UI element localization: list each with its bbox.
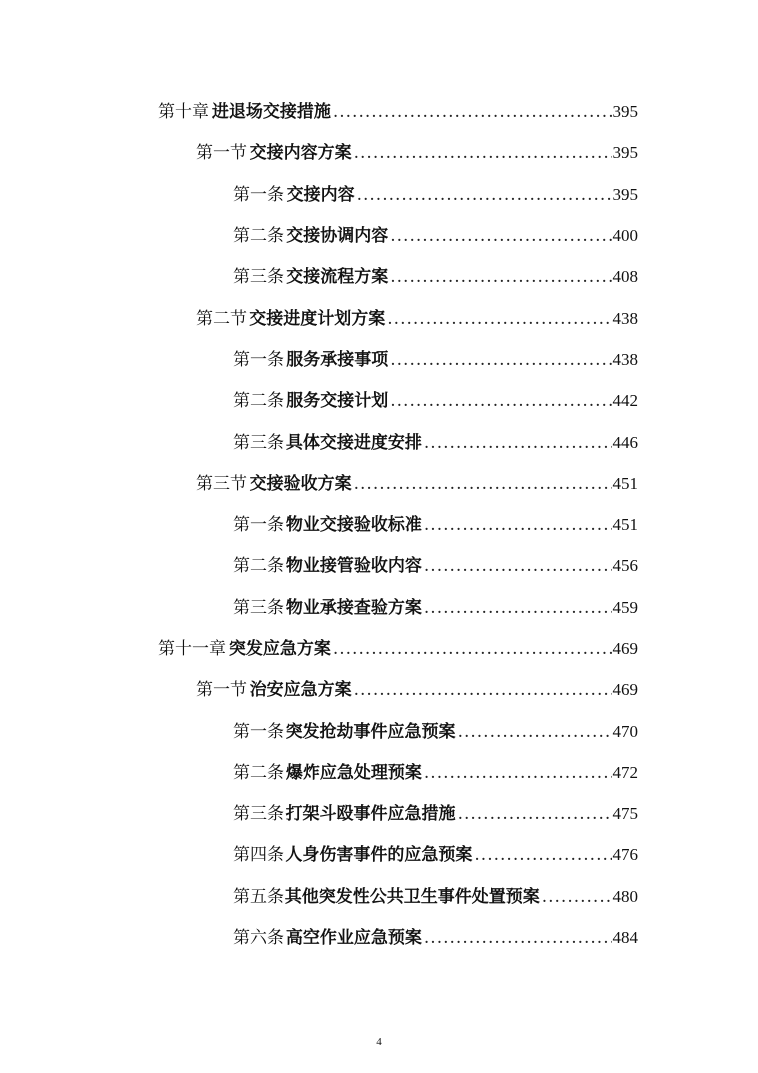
toc-entry-page: 395 — [612, 102, 638, 122]
toc-entry-line — [233, 221, 758, 246]
toc-entry-page: 438 — [612, 349, 638, 369]
toc-dot-leader — [542, 887, 612, 907]
toc-entry-number: 第三条 — [233, 597, 284, 618]
toc-entry-title: 高空作业应急预案 — [285, 928, 422, 949]
toc-entry-line — [233, 386, 758, 411]
toc-entry-number: 第二条 — [233, 556, 284, 577]
toc-entry-number: 第十章 — [158, 102, 209, 123]
toc-dot-leader — [390, 391, 611, 411]
toc-entry[interactable] — [0, 254, 758, 295]
toc-entry-page: 472 — [612, 762, 638, 782]
toc-entry-title: 物业接管验收内容 — [285, 556, 422, 577]
toc-entry-line — [233, 717, 758, 742]
toc-entry-line — [233, 758, 758, 783]
toc-entry-title: 物业交接验收标准 — [285, 515, 422, 536]
toc-entry-title: 人身伤害事件的应急预案 — [285, 845, 473, 866]
toc-entry-number: 第五条 — [233, 886, 284, 907]
toc-entry-title: 突发抢劫事件应急预案 — [285, 721, 456, 742]
toc-dot-leader — [424, 598, 612, 618]
toc-entry-line — [233, 510, 758, 535]
toc-dot-leader — [333, 102, 612, 122]
toc-entry-line — [196, 138, 758, 163]
toc-entry-number: 第六条 — [233, 928, 284, 949]
toc-entry-page: 451 — [612, 473, 638, 493]
toc-entry-title: 交接验收方案 — [249, 473, 352, 494]
toc-entry[interactable] — [0, 378, 758, 419]
toc-entry[interactable] — [0, 172, 758, 213]
toc-entry[interactable] — [0, 915, 758, 956]
toc-entry-title: 突发应急方案 — [228, 639, 331, 659]
toc-entry[interactable] — [0, 461, 758, 502]
toc-dot-leader — [458, 804, 612, 824]
toc-entry-page: 476 — [612, 845, 638, 865]
toc-dot-leader — [474, 845, 611, 865]
toc-entry-number: 第一条 — [233, 721, 284, 742]
toc-entry[interactable] — [0, 791, 758, 832]
toc-entry[interactable] — [0, 337, 758, 378]
toc-entry-page: 446 — [612, 432, 638, 452]
toc-dot-leader — [424, 433, 612, 453]
toc-entry-title: 交接流程方案 — [286, 267, 389, 288]
toc-entry-title: 具体交接进度安排 — [285, 432, 422, 453]
toc-entry-line — [233, 345, 758, 370]
toc-entry-title: 治安应急方案 — [249, 680, 352, 701]
toc-entry-title: 服务承接事项 — [286, 349, 389, 370]
toc-entry-title: 交接内容 — [286, 184, 355, 205]
toc-entry-page: 395 — [612, 184, 638, 204]
toc-entry-number: 第三条 — [233, 804, 284, 825]
toc-entry-page: 484 — [612, 928, 638, 948]
toc-entry-line — [158, 97, 758, 122]
toc-entry-page: 395 — [612, 143, 638, 163]
toc-dot-leader — [354, 143, 612, 163]
toc-entry-page: 480 — [612, 886, 638, 906]
toc-dot-leader — [357, 185, 612, 205]
toc-entry-line — [233, 551, 758, 576]
toc-entry-line — [233, 180, 758, 205]
toc-entry-page: 470 — [612, 721, 638, 741]
toc-entry-page: 408 — [612, 267, 638, 287]
toc-entry[interactable] — [0, 626, 758, 667]
toc-dot-leader — [354, 680, 612, 700]
toc-entry-number: 第三条 — [233, 267, 284, 288]
toc-entry-number: 第三条 — [233, 432, 284, 453]
toc-entry-line — [158, 634, 758, 659]
toc-entry-line — [233, 428, 758, 453]
toc-entry-title: 物业承接查验方案 — [285, 597, 422, 618]
toc-entry-number: 第二条 — [233, 762, 284, 783]
toc-entry[interactable] — [0, 502, 758, 543]
toc-entry-number: 第一节 — [196, 143, 247, 164]
toc-entry[interactable] — [0, 667, 758, 708]
toc-entry-line — [233, 593, 758, 618]
table-of-contents — [0, 89, 758, 956]
toc-entry-page: 459 — [612, 597, 638, 617]
toc-entry-number: 第一条 — [233, 184, 284, 205]
toc-entry-number: 第十一章 — [158, 639, 226, 659]
toc-dot-leader — [424, 515, 612, 535]
toc-entry-title: 其他突发性公共卫生事件处置预案 — [284, 886, 540, 907]
toc-entry-line — [233, 882, 758, 907]
toc-entry-line — [196, 469, 758, 494]
toc-entry[interactable] — [0, 130, 758, 171]
toc-entry-title: 交接进度计划方案 — [249, 308, 386, 329]
toc-entry[interactable] — [0, 89, 758, 130]
toc-entry-number: 第一条 — [233, 515, 284, 536]
toc-entry-line — [196, 304, 758, 329]
toc-entry-line — [196, 675, 758, 700]
toc-entry-number: 第二条 — [233, 391, 284, 412]
toc-entry-title: 交接协调内容 — [286, 226, 389, 247]
toc-entry[interactable] — [0, 750, 758, 791]
toc-dot-leader — [390, 267, 611, 287]
toc-entry-page: 475 — [612, 804, 638, 824]
toc-entry-page: 469 — [612, 680, 638, 700]
toc-entry-page: 469 — [612, 639, 638, 658]
toc-dot-leader — [424, 928, 612, 948]
toc-entry-line — [233, 262, 758, 287]
toc-entry-number: 第二条 — [233, 226, 284, 247]
toc-entry-page: 451 — [612, 515, 638, 535]
toc-entry-number: 第四条 — [233, 845, 284, 866]
toc-dot-leader — [424, 556, 612, 576]
toc-dot-leader — [354, 474, 612, 494]
toc-entry[interactable] — [0, 874, 758, 915]
toc-entry-line — [233, 799, 758, 824]
toc-dot-leader — [424, 763, 612, 783]
toc-entry-title: 进退场交接措施 — [211, 102, 331, 123]
toc-entry-title: 爆炸应急处理预案 — [285, 762, 422, 783]
page-number: 4 — [376, 1036, 382, 1048]
toc-entry-line — [233, 923, 758, 948]
toc-entry[interactable] — [0, 295, 758, 336]
toc-dot-leader — [390, 226, 611, 246]
toc-entry-number: 第一节 — [196, 680, 247, 701]
toc-dot-leader — [390, 350, 611, 370]
toc-entry-title: 服务交接计划 — [286, 391, 389, 412]
toc-entry-title: 打架斗殴事件应急措施 — [285, 804, 456, 825]
toc-entry[interactable] — [0, 708, 758, 749]
toc-entry-number: 第一条 — [233, 349, 284, 370]
toc-dot-leader — [458, 722, 612, 742]
toc-entry-number: 第三节 — [196, 473, 247, 494]
toc-entry-page: 400 — [612, 226, 638, 246]
toc-entry-page: 442 — [612, 391, 638, 411]
toc-entry[interactable] — [0, 419, 758, 460]
toc-entry[interactable] — [0, 585, 758, 626]
toc-entry[interactable] — [0, 543, 758, 584]
toc-entry-page: 456 — [612, 556, 638, 576]
toc-entry-line — [233, 840, 758, 865]
toc-dot-leader — [387, 309, 611, 329]
toc-entry-title: 交接内容方案 — [249, 143, 352, 164]
toc-entry[interactable] — [0, 832, 758, 873]
toc-dot-leader — [333, 639, 612, 659]
toc-entry-number: 第二节 — [196, 308, 247, 329]
toc-entry[interactable] — [0, 213, 758, 254]
toc-entry-page: 438 — [612, 308, 638, 328]
